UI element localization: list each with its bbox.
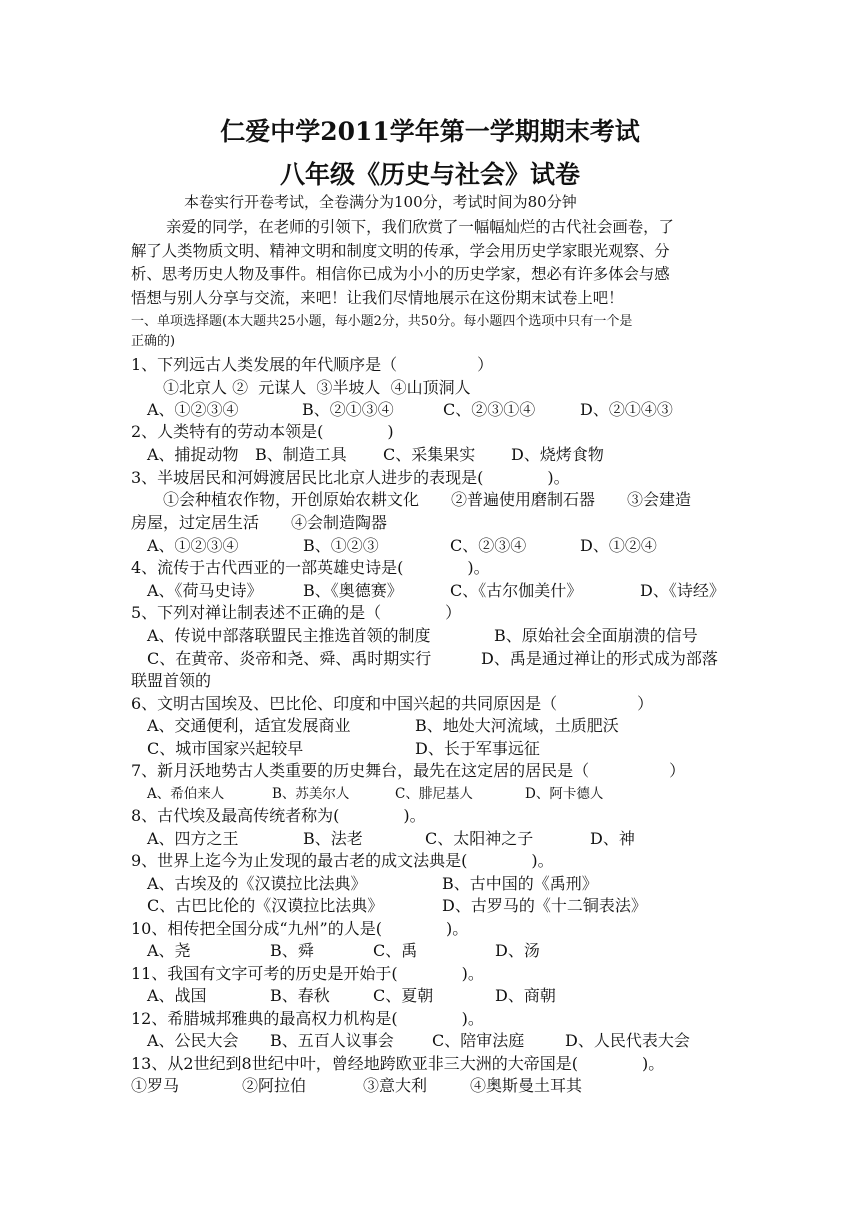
option-4: ④奥斯曼土耳其 [470,1076,583,1095]
section-heading: 一、单项选择题(本大题共25小题，每小题2分，共50分。每小题四个选项中只有一个是 [131,314,633,329]
option-d: D、神 [590,829,635,848]
option-a: A、①②③④ [147,400,239,419]
section-heading-cont: 正确的) [131,334,176,349]
option-b: B、②①③④ [302,400,394,419]
question-9: 9、世界上迄今为止发现的最古老的成文法典是( )。 [131,851,554,870]
option-2: ②阿拉伯 [242,1076,307,1095]
intro-paragraph-line: 析、思考历史人物及事件。相信你已成为小小的历史学家，想必有许多体会与感 [131,265,670,283]
option-a: A、希伯来人 [147,786,225,802]
question-11: 11、我国有文字可考的历史是开始于( )。 [131,964,484,983]
option-a: A、传说中部落联盟民主推选首领的制度 [147,626,431,645]
option-a: A、捕捉动物 [147,445,239,464]
option-c: C、②③①④ [443,400,536,419]
question-10: 10、相传把全国分成“九州”的人是( )。 [131,919,469,938]
option-b: B、舜 [270,941,314,960]
option-a: A、战国 [147,986,207,1005]
option-c: C、在黄帝、炎帝和尧、舜、禹时期实行 [147,649,432,668]
question-8: 8、古代埃及最高传统者称为( )。 [131,806,426,825]
question-3-items-cont: 房屋，过定居生活 ④会制造陶器 [131,513,388,532]
option-d: D、汤 [495,941,540,960]
option-b: B、春秋 [270,986,330,1005]
option-b: B、《奥德赛》 [303,581,403,600]
question-13: 13、从2世纪到8世纪中叶，曾经地跨欧亚非三大洲的大帝国是( )。 [131,1054,665,1073]
option-b: B、法老 [303,829,363,848]
intro-paragraph-line: 解了人类物质文明、精神文明和制度文明的传承，学会用历史学家眼光观察、分 [131,242,670,260]
question-2: 2、人类特有的劳动本领是( ) [131,422,394,441]
option-a: A、①②③④ [147,536,239,555]
option-c: C、《古尔伽美什》 [450,581,583,600]
option-d: D、烧烤食物 [511,445,604,464]
option-b: B、苏美尔人 [272,786,350,802]
question-1: 1、下列远古人类发展的年代顺序是（ ） [131,355,494,374]
option-c: C、太阳神之子 [425,829,534,848]
intro-paragraph-line: 亲爱的同学，在老师的引领下，我们欣赏了一幅幅灿烂的古代社会画卷，了 [166,218,674,236]
exam-title: 仁爱中学2011学年第一学期期末考试 [220,117,640,146]
option-c: C、腓尼基人 [395,786,473,802]
option-d: D、人民代表大会 [565,1031,690,1050]
option-a: A、古埃及的《汉谟拉比法典》 [147,874,367,893]
option-c: C、②③④ [450,536,527,555]
option-b: B、地处大河流域，土质肥沃 [415,716,619,735]
option-a: A、公民大会 [147,1031,239,1050]
exam-subtitle: 八年级《历史与社会》试卷 [279,160,580,189]
option-c: C、夏朝 [373,986,434,1005]
intro-paragraph-line: 悟想与别人分享与交流，来吧！让我们尽情地展示在这份期末试卷上吧！ [131,289,624,307]
question-3-items: ①会种植农作物，开创原始农耕文化 ②普遍使用磨制石器 ③会建造 [163,490,692,509]
option-d: D、长于军事远征 [415,739,540,758]
option-a: A、《荷马史诗》 [147,581,263,600]
option-d: D、禹是通过禅让的形式成为部落 [481,649,718,668]
option-d-cont: 联盟首领的 [131,671,212,690]
question-12: 12、希腊城邦雅典的最高权力机构是( )。 [131,1009,484,1028]
option-c: C、古巴比伦的《汉谟拉比法典》 [147,896,384,915]
option-b: B、①②③ [303,536,379,555]
question-4: 4、流传于古代西亚的一部英雄史诗是( )。 [131,558,490,577]
question-5: 5、下列对禅让制表述不正确的是（ ） [131,603,462,622]
option-d: D、商朝 [495,986,556,1005]
option-c: C、禹 [373,941,418,960]
option-d: D、古罗马的《十二铜表法》 [442,896,647,915]
option-a: A、四方之王 [147,829,239,848]
option-d: D、阿卡德人 [525,786,604,802]
option-b: B、原始社会全面崩溃的信号 [494,626,698,645]
option-d: D、①②④ [580,536,657,555]
question-1-items: ①北京人 ② 元谋人 ③半坡人 ④山顶洞人 [163,378,471,397]
question-7: 7、新月沃地势古人类重要的历史舞台，最先在这定居的居民是（ ） [131,761,686,780]
option-d: D、《诗经》 [640,581,725,600]
option-a: A、尧 [147,941,191,960]
option-b: B、古中国的《禹刑》 [442,874,598,893]
option-b: B、五百人议事会 [270,1031,394,1050]
option-a: A、交通便利，适宜发展商业 [147,716,351,735]
exam-rules: 本卷实行开卷考试，全卷满分为100分，考试时间为80分钟 [184,193,577,211]
option-1: ①罗马 [131,1076,180,1095]
option-b: B、制造工具 [255,445,347,464]
option-d: D、②①④③ [580,400,673,419]
question-6: 6、文明古国埃及、巴比伦、印度和中国兴起的共同原因是（ ） [131,694,654,713]
question-3: 3、半坡居民和河姆渡居民比北京人进步的表现是( )。 [131,468,570,487]
option-3: ③意大利 [363,1076,428,1095]
option-c: C、采集果实 [383,445,476,464]
option-c: C、陪审法庭 [432,1031,525,1050]
option-c: C、城市国家兴起较早 [147,739,304,758]
